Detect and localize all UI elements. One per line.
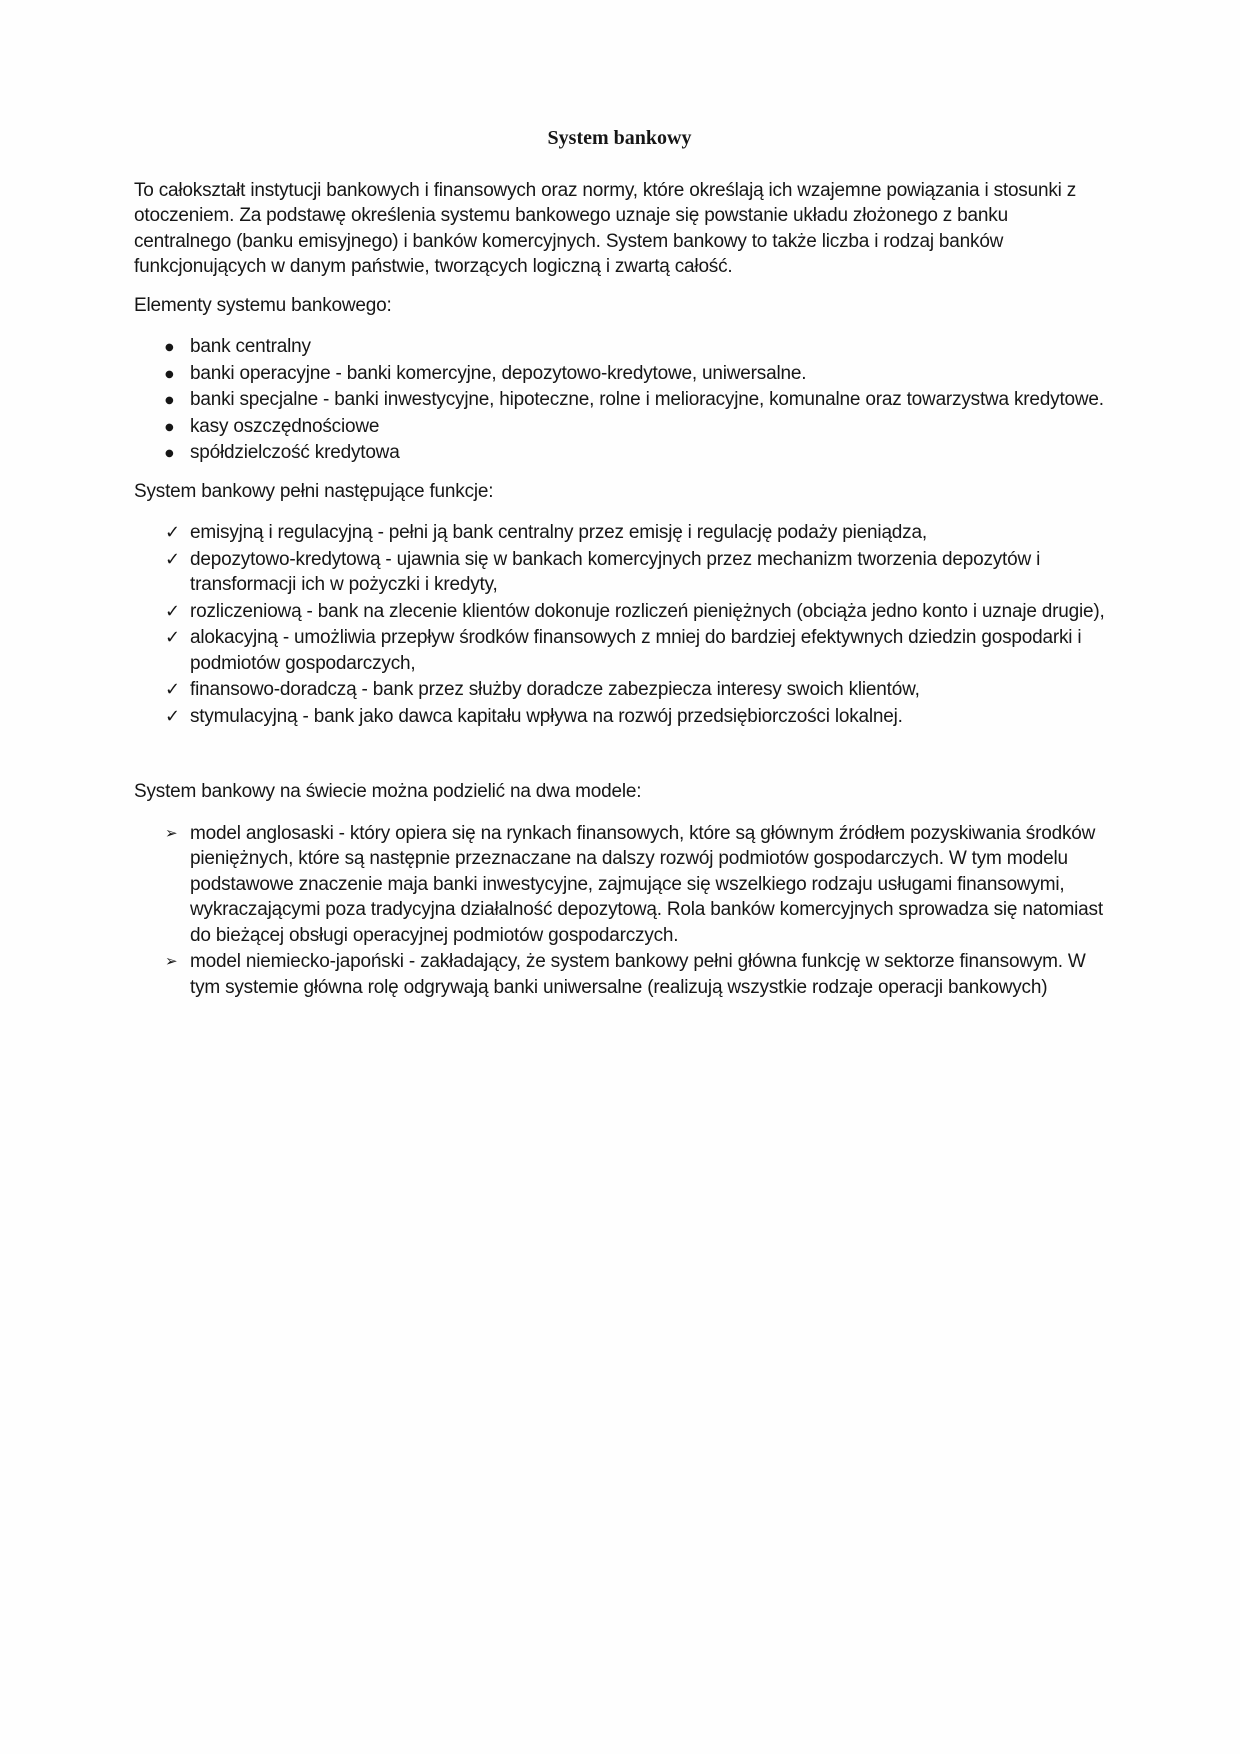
check-icon: ✓ (165, 522, 180, 543)
bullet-icon: ● (165, 368, 174, 380)
check-icon: ✓ (165, 548, 180, 570)
arrow-icon: ➢ (165, 823, 178, 842)
functions-list (134, 520, 1105, 729)
list-item (134, 520, 1105, 546)
check-icon: ✓ (165, 600, 180, 622)
list-item (134, 599, 1105, 625)
list-item-text: stymulacyjną - bank jako dawca kapitału wpływa na rozwój przedsiębiorczości lokalnej. (190, 705, 903, 727)
models-list (134, 821, 1105, 1001)
bullet-icon: ● (165, 395, 174, 406)
list-item (134, 334, 1105, 360)
list-item-text: emisyjną i regulacyjną - pełni ją bank centralny przez emisję i regulację podaży pieniądza, (190, 522, 927, 543)
functions-heading: System bankowy pełni następujące funkcje: (134, 480, 494, 502)
elements-heading: Elementy systemu bankowego: (134, 294, 392, 316)
list-item (134, 414, 1105, 440)
intro-paragraph: To całokształt instytucji bankowych i finansowych oraz normy, które określają ich wzajemne powiązania i stosunki z otoczeniem. Za podstawę określenia systemu bankowego uznaje się powstanie układu złożonego z banku centralnego (banku emisyjnego) i banków komercyjnych. System bankowy to także liczba i rodzaj banków funkcjonujących w danym państwie, tworzących logiczną i zwartą całość. (134, 179, 1077, 277)
list-item (134, 361, 1105, 387)
list-item (134, 704, 1105, 730)
list-item (134, 547, 1105, 598)
arrow-icon: ➢ (165, 952, 178, 970)
check-icon: ✓ (165, 679, 180, 700)
check-icon: ✓ (165, 627, 180, 648)
list-item-text: model niemiecko-japoński - zakładający, że system bankowy pełni główna funkcję w sektorze finansowym. W tym systemie główna rolę odgrywają banki uniwersalne (realizują wszystkie rodzaje operacji bankowych) (190, 951, 1086, 998)
list-item-text: spółdzielczość kredytowa (190, 442, 400, 463)
list-item (134, 821, 1105, 949)
list-item-text: kasy oszczędnościowe (190, 415, 380, 437)
list-item-text: depozytowo-kredytową - ujawnia się w bankach komercyjnych przez mechanizm tworzenia depozytów i transformacji ich w pożyczki i kredyty, (190, 548, 1041, 595)
elements-list (134, 334, 1105, 466)
list-item (134, 625, 1105, 676)
models-heading: System bankowy na świecie można podzielić na dwa modele: (134, 781, 642, 802)
list-item-text: finansowo-doradczą - bank przez służby doradcze zabezpiecza interesy swoich klientów, (190, 679, 920, 700)
list-item-text: bank centralny (190, 336, 311, 357)
list-item (134, 387, 1105, 413)
bullet-icon: ● (165, 448, 174, 459)
list-item-text: rozliczeniową - bank na zlecenie klientów dokonuje rozliczeń pieniężnych (obciąża jedno konto i uznaje drugie), (190, 600, 1105, 622)
check-icon: ✓ (165, 705, 180, 727)
list-item-text: banki specjalne - banki inwestycyjne, hipoteczne, rolne i melioracyjne, komunalne oraz towarzystwa kredytowe. (190, 389, 1104, 410)
list-item (134, 677, 1105, 703)
list-item (134, 440, 1105, 466)
bullet-icon: ● (165, 421, 174, 433)
bullet-icon: ● (165, 342, 174, 353)
page-title: System bankowy (547, 127, 692, 149)
list-item-text: model anglosaski - który opiera się na rynkach finansowych, które są głównym źródłem pozyskiwania środków pieniężnych, które są następnie przeznaczane na dalszy rozwój podmiotów gospodarczych. W tym modelu podstawowe znaczenie maja banki inwestycyjne, zajmujące się wszelkiego rodzaju usługami finansowymi, wykraczającymi poza tradycyjna działalność depozytową. Rola banków komercyjnych sprowadza się natomiast do bieżącej obsługi operacyjnej podmiotów gospodarczych. (190, 822, 1103, 946)
list-item (134, 949, 1105, 1000)
list-item-text: banki operacyjne - banki komercyjne, depozytowo-kredytowe, uniwersalne. (190, 362, 807, 384)
list-item-text: alokacyjną - umożliwia przepływ środków finansowych z mniej do bardziej efektywnych dziedzin gospodarki i podmiotów gospodarczych, (190, 627, 1082, 674)
